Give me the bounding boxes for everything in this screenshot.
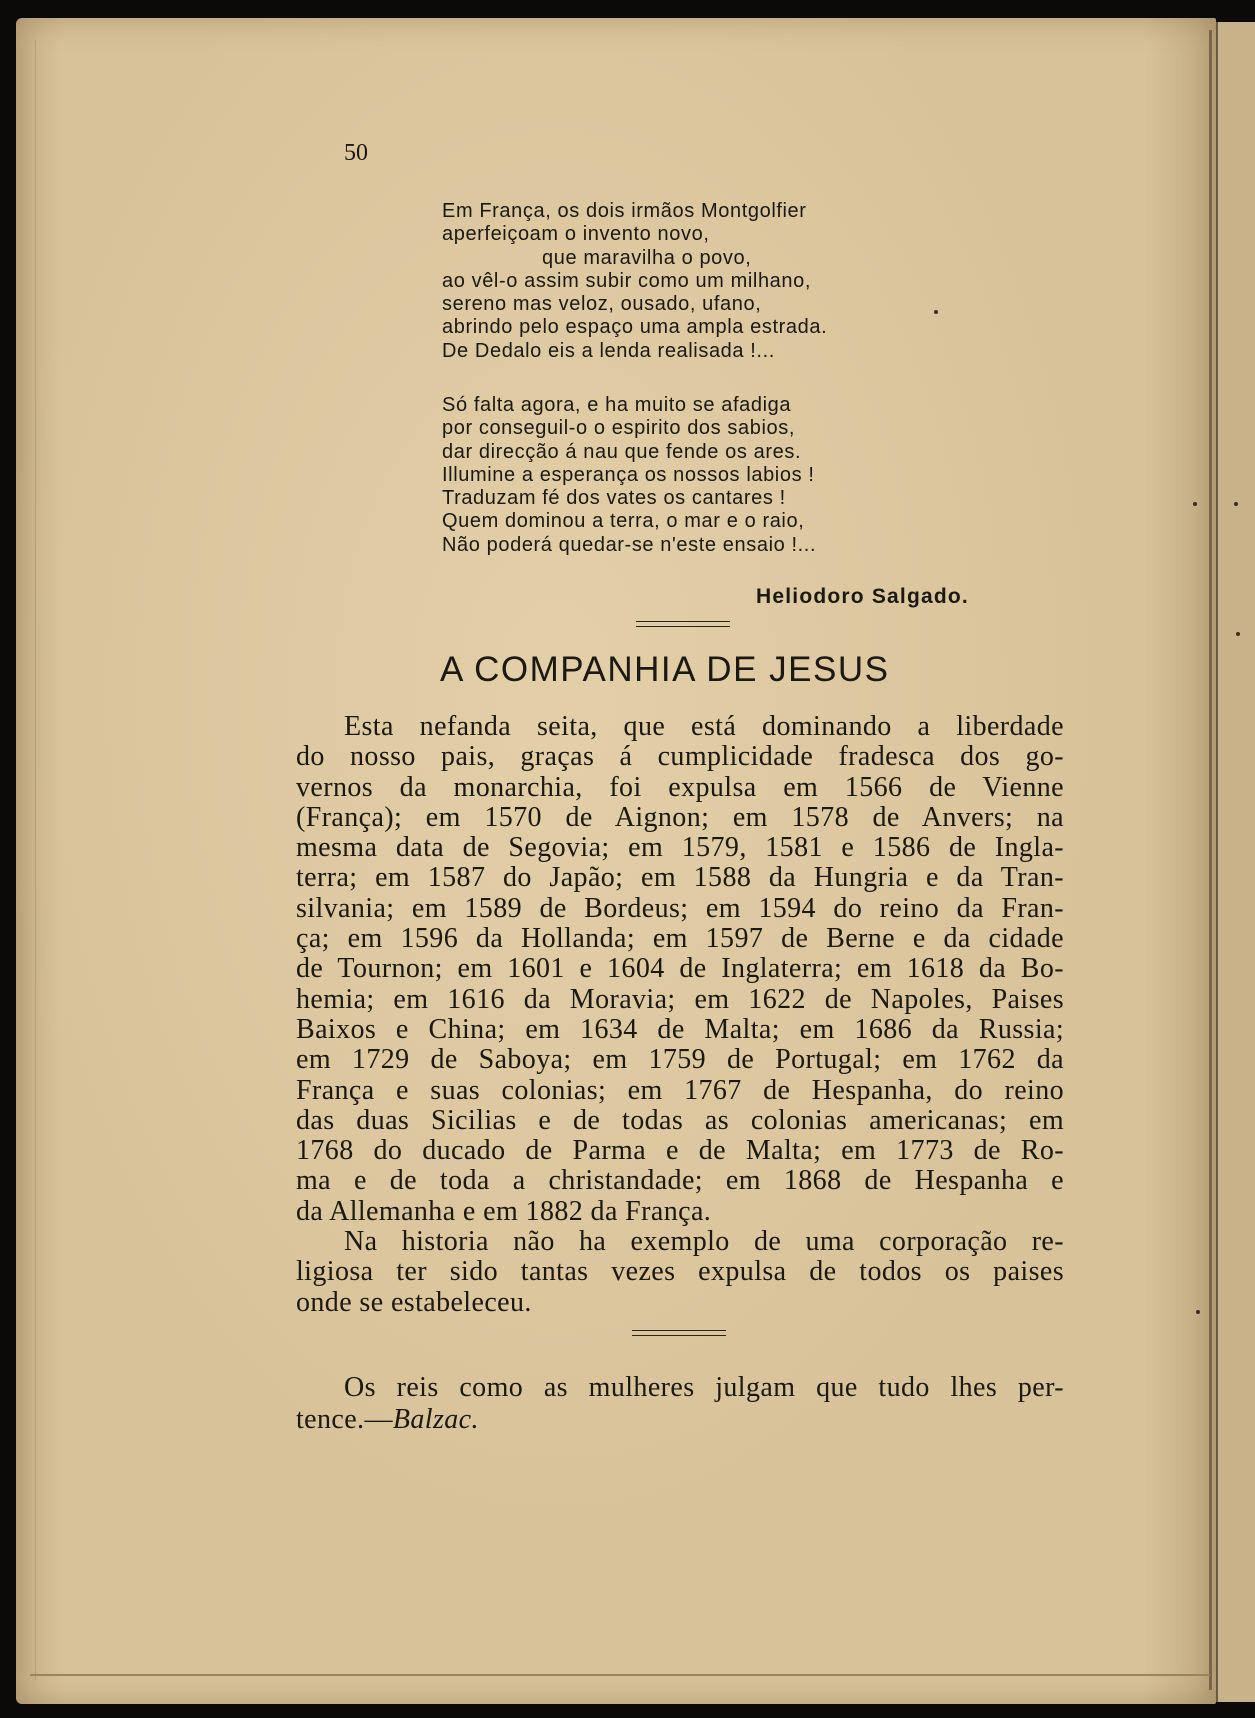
article-line: mesma data de Segovia; em 1579, 1581 e 1586 de Ingla- <box>296 832 1064 864</box>
poem-line: sereno mas veloz, ousado, ufano, <box>442 293 762 316</box>
section-divider <box>632 1330 726 1336</box>
poem-line: que maravilha o povo, <box>542 246 752 269</box>
poem-line: Quem dominou a terra, o mar e o raio, <box>442 510 805 533</box>
page-margin-shadow <box>35 40 36 1680</box>
poem-stanza-2 <box>442 394 922 557</box>
article-line: ça; em 1596 da Hollanda; em 1597 de Berne e da cidade <box>296 923 1064 955</box>
quote-block <box>296 1372 1064 1436</box>
poem-line: por conseguil-o o espirito dos sabios, <box>442 417 795 440</box>
poem-line: Em França, os dois irmãos Montgolfier <box>442 200 807 222</box>
article-line: ma e de toda a christandade; em 1868 de Hespanha e <box>296 1165 1064 1197</box>
quote-line: Os reis como as mulheres julgam que tudo lhes per- <box>344 1372 1064 1403</box>
page-edge <box>1209 30 1212 1690</box>
bottom-edge <box>30 1674 1210 1676</box>
ink-speck <box>1236 632 1240 636</box>
poem-line: Só falta agora, e ha muito se afadiga <box>442 394 792 416</box>
poem-line: aperfeiçoam o invento novo, <box>442 223 710 246</box>
poem-line: Não poderá quedar-se n'este ensaio !... <box>442 533 817 556</box>
poem-line: De Dedalo eis a lenda realisada !... <box>442 339 775 362</box>
article-line: 1768 do ducado de Parma e de Malta; em 1773 de Ro- <box>296 1135 1064 1167</box>
ink-speck <box>934 310 938 314</box>
poem-line: ao vêl-o assim subir como um milhano, <box>442 269 811 292</box>
poem-line: Illumine a esperança os nossos labios ! <box>442 463 815 486</box>
article-line: hemia; em 1616 da Moravia; em 1622 de Napoles, Paises <box>296 983 1064 1015</box>
article-title: A COMPANHIA DE JESUS <box>440 650 890 689</box>
article-line: vernos da monarchia, foi expulsa em 1566 de Vienne <box>296 771 1064 803</box>
article-line: da Allemanha e em 1882 da França. <box>296 1195 712 1227</box>
poem-line: dar direcção á nau que fende os ares. <box>442 440 802 463</box>
article-line: das duas Sicilias e de todas as colonias americanas; em <box>296 1104 1064 1136</box>
article-line: Na historia não ha exemplo de uma corporação re- <box>344 1226 1064 1258</box>
quote-line <box>296 1404 1064 1436</box>
ink-speck <box>1196 1310 1200 1314</box>
article-line: ligiosa ter sido tantas vezes expulsa de todos os paises <box>296 1256 1064 1288</box>
article-line: (França); em 1570 de Aignon; em 1578 de Anvers; na <box>296 801 1064 833</box>
quote-text: tence.— <box>296 1404 393 1435</box>
poem-line: Traduzam fé dos vates os cantares ! <box>442 487 786 510</box>
poem-stanza-1 <box>442 200 922 363</box>
article-line: onde se estabeleceu. <box>296 1286 532 1318</box>
poem-author: Heliodoro Salgado. <box>756 585 969 608</box>
page-number: 50 <box>344 140 368 166</box>
article-line: terra; em 1587 do Japão; em 1588 da Hungria e da Tran- <box>296 862 1064 894</box>
article-body <box>296 712 1064 1318</box>
quote-author: Balzac. <box>392 1404 479 1435</box>
poem-line: abrindo pelo espaço uma ampla estrada. <box>442 316 828 339</box>
ink-speck <box>1193 502 1197 506</box>
article-line: de Tournon; em 1601 e 1604 de Inglaterra; em 1618 da Bo- <box>296 953 1064 985</box>
article-line: Esta nefanda seita, que está dominando a liberdade <box>344 711 1064 742</box>
facing-page-edge <box>1216 22 1255 1702</box>
article-line: silvania; em 1589 de Bordeus; em 1594 do reino da Fran- <box>296 892 1064 924</box>
article-line: Baixos e China; em 1634 de Malta; em 1686 da Russia; <box>296 1013 1064 1045</box>
article-line: em 1729 de Saboya; em 1759 de Portugal; em 1762 da <box>296 1044 1064 1076</box>
article-line: França e suas colonias; em 1767 de Hespanha, do reino <box>296 1074 1064 1106</box>
ink-speck <box>1234 502 1238 506</box>
section-divider <box>636 621 730 627</box>
article-line: do nosso pais, graças á cumplicidade fradesca dos go- <box>296 741 1064 773</box>
